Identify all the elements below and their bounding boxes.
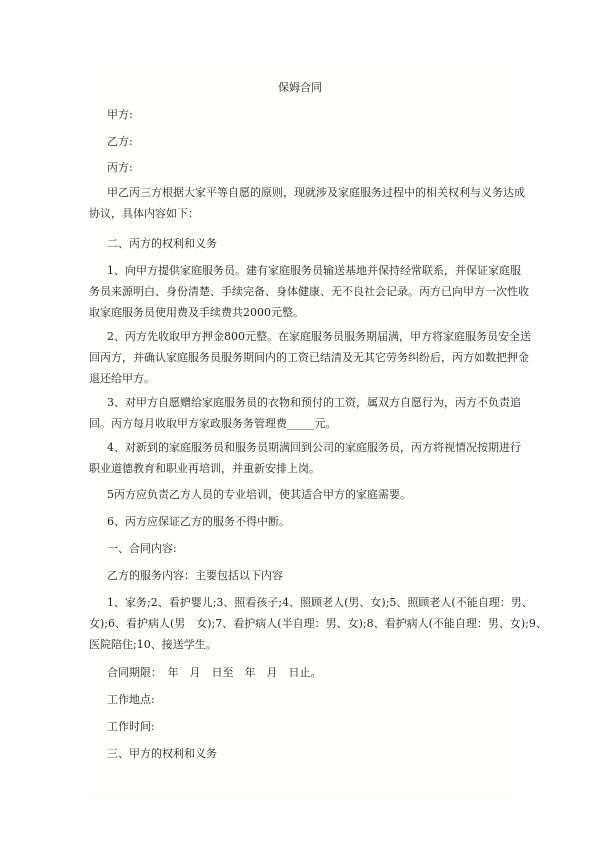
clause-c5 — [107, 484, 535, 505]
work-time-text: 工作时间: — [107, 720, 155, 733]
work-place — [107, 689, 535, 710]
clause-line: 4、对新到的家庭服务员和服务员期满回到公司的家庭服务员，丙方将视情况按期进行 — [107, 441, 521, 454]
clause-c6 — [107, 511, 535, 532]
clause-c2 — [89, 326, 535, 389]
heading-contract — [107, 538, 535, 559]
clause-c1 — [89, 260, 535, 323]
b-service-content — [107, 565, 535, 586]
heading-a-rights — [107, 743, 535, 764]
heading-c-rights — [107, 233, 535, 254]
party-c-label — [107, 157, 535, 178]
services-list — [89, 592, 547, 655]
party-b-label — [107, 131, 535, 152]
party-b-text: 乙方: — [107, 135, 133, 148]
intro-paragraph — [89, 182, 535, 224]
clause-line: 务员来源明白、身份清楚、手续完备、身体健康、无不良社会记录。丙方已向甲方一次性收 — [89, 285, 529, 298]
clause-line: 2、丙方先收取甲方押金800元整。在家庭服务员服务期届满，甲方将家庭服务员安全送 — [107, 330, 531, 343]
clause-c4 — [89, 437, 535, 479]
party-c-text: 丙方: — [107, 161, 133, 174]
work-time — [107, 716, 535, 737]
heading-text: 二、丙方的权利和义务 — [107, 237, 217, 250]
work-place-text: 工作地点: — [107, 693, 155, 706]
term-text: 合同期限： 年 月 日至 年 月 日止。 — [107, 666, 322, 679]
clause-line: 退还给甲方。 — [89, 372, 155, 385]
contract-term — [107, 662, 535, 683]
heading-text: 一、合同内容: — [107, 542, 177, 555]
clause-line: 取家庭服务员使用费及手续费共2000元整。 — [89, 306, 304, 319]
intro-line: 甲乙丙三方根据大家平等自愿的原则，现就涉及家庭服务过程中的相关权利与义务达成 — [107, 186, 525, 199]
clause-line: 3、对甲方自愿赠给家庭服务员的衣物和预付的工资，属双方自愿行为，丙方不负责追 — [107, 396, 521, 409]
clause-c3 — [89, 392, 535, 434]
clause-text: 5丙方应负责乙方人员的专业培训，使其适合甲方的家庭需要。 — [107, 488, 411, 501]
heading-text: 三、甲方的权利和义务 — [107, 747, 217, 760]
clause-line: 回丙方，并确认家庭服务员服务期间内的工资已结清及无其它劳务纠纷后，丙方如数把押金 — [89, 351, 529, 364]
services-line: 1、家务;2、看护婴儿;3、照看孩子;4、照顾老人(男、女);5、照顾老人(不能自理：男、 — [107, 596, 533, 609]
clause-line: 回。丙方每月收取甲方家政服务务管理费_____元。 — [89, 417, 337, 430]
services-line: 医院陪住;10、接送学生。 — [89, 638, 217, 651]
intro-line: 协议，具体内容如下： — [89, 207, 199, 220]
party-a-label — [107, 104, 535, 125]
clause-line: 职业道德教育和职业再培训，并重新安排上岗。 — [89, 462, 320, 475]
document-title: 保姆合同 — [278, 81, 322, 94]
party-a-text: 甲方: — [107, 108, 133, 121]
clause-line: 1、向甲方提供家庭服务员。建有家庭服务员输送基地并保持经常联系，并保证家庭服 — [107, 264, 521, 277]
service-intro-text: 乙方的服务内容：主要包括以下内容 — [107, 569, 283, 582]
services-line: 女);6、看护病人(男 女);7、看护病人(半自理：男、女);8、看护病人(不能自理：男、女);9、 — [89, 617, 547, 630]
clause-text: 6、丙方应保证乙方的服务不得中断。 — [107, 515, 290, 528]
